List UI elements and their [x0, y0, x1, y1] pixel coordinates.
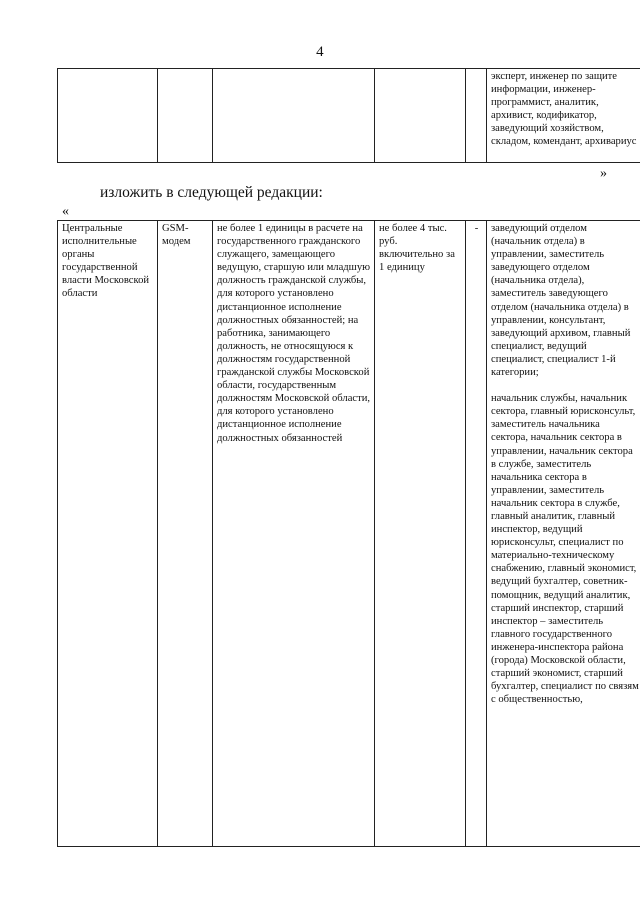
table-cell-price: не более 4 тыс. руб. включительно за 1 единицу: [375, 221, 466, 847]
table-cell-device: GSM-модем: [158, 221, 213, 847]
continued-table: [57, 68, 640, 163]
opening-quote: «: [62, 204, 69, 219]
table-cell-organ: [58, 69, 158, 163]
new-edition-table: [57, 220, 640, 847]
edit-instruction-heading: изложить в следующей редакции:: [100, 184, 323, 201]
paragraph-gap: [491, 379, 639, 392]
page-number: 4: [316, 44, 324, 60]
table-cell-positions: эксперт, инженер по защите информации, инженер-программист, аналитик, архивист, кодификатор, заведующий хозяйством, складом, комендант, архивариус: [487, 69, 640, 163]
table-row: [58, 69, 640, 163]
positions-paragraph-1: заведующий отделом (начальник отдела) в управлении, заместитель заведующего отделом (начальника отдела), заместитель заведующего отделом (начальника отдела) в управлении, консультант, заведующий архивом, главный специалист, ведущий специалист, специалист 1-й категории;: [491, 223, 631, 379]
table-cell-device: [158, 69, 213, 163]
table-row: [58, 221, 640, 847]
table-cell-quantity: [213, 69, 375, 163]
table-cell-dash: -: [466, 221, 487, 847]
positions-paragraph-2: начальник службы, начальник сектора, главный юрисконсульт, заместитель начальника сектора, начальник сектора в управлении, начальник сектора в службе, заместитель начальника сектора в управлении, заместитель начальник сектора в службе, главный аналитик, главный инспектор, ведущий юрисконсульт, специалист по материально-техническому снабжению, главный экономист, ведущий бухгалтер, советник-помощник, ведущий аналитик, старший инспектор, старший инспектор – заместитель главного государственного инженера-инспектора района (города) Московской области, старший экономист, старший бухгалтер, специалист по связям с общественностью,: [491, 393, 639, 706]
closing-quote: »: [600, 166, 607, 181]
table-cell-price: [375, 69, 466, 163]
table-cell-quantity: не более 1 единицы в расчете на государственного гражданского служащего, замещающего ведущую, старшую или младшую должность гражданской службы, для которого установлено дистанционное исполнение должностных обязанностей; на работника, занимающего должность, не относящуюся к должностям государственной гражданской службы Московской области, государственным должностям Московской области, для которого установлено дистанционное исполнение должностных обязанностей: [213, 221, 375, 847]
table-cell-organ: Центральные исполнительные органы государственной власти Московской области: [58, 221, 158, 847]
table-cell-empty: [466, 69, 487, 163]
table-cell-positions: [487, 221, 640, 847]
